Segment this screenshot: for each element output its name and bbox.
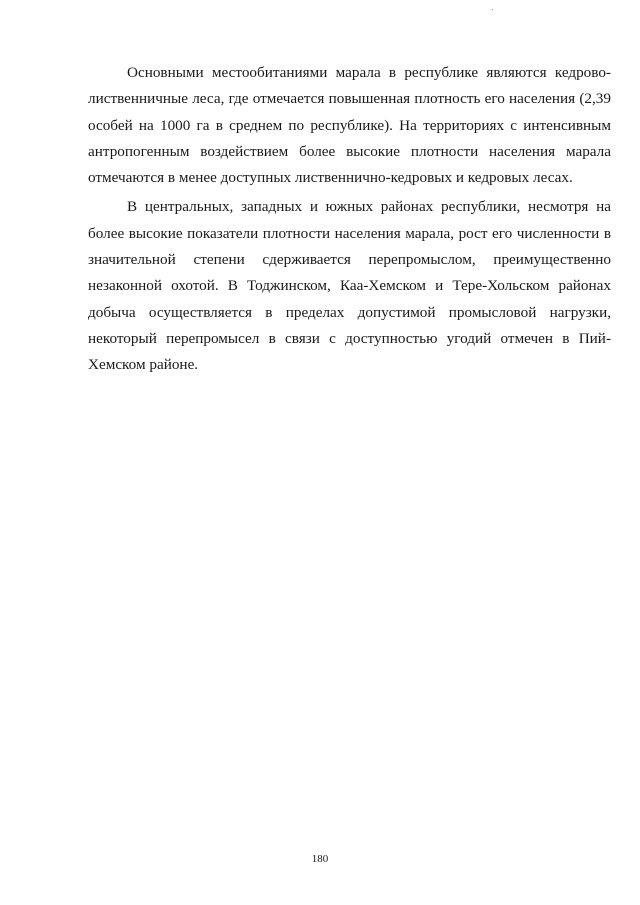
text-line: В центральных, западных и южных районах республики, несмотря на bbox=[127, 198, 611, 216]
text-line: лиственничные леса, где отмечается повышенная плотность его населения (2,39 bbox=[88, 90, 611, 108]
page-number: 180 bbox=[311, 853, 329, 865]
text-line: незаконной охотой. В Тоджинском, Каа-Хемском и Тере-Хольском районах bbox=[88, 277, 611, 295]
text-line: антропогенным воздействием более высокие плотности населения марала bbox=[88, 142, 611, 160]
paragraph-regions bbox=[88, 194, 611, 378]
text-line: более высокие показатели плотности населения марала, рост его численности в bbox=[88, 224, 611, 242]
text-line: отмечаются в менее доступных лиственнично-кедровых и кедровых лесах. bbox=[88, 169, 573, 187]
text-line: добыча осуществляется в пределах допустимой промысловой нагрузки, bbox=[88, 303, 611, 321]
text-line: Основными местообитаниями марала в республике являются кедрово- bbox=[127, 64, 611, 81]
scan-speck bbox=[492, 9, 493, 10]
paragraph-habitats bbox=[88, 60, 611, 191]
text-line: значительной степени сдерживается перепромыслом, преимущественно bbox=[88, 251, 611, 269]
text-line: особей на 1000 га в среднем по республике). На территориях с интенсивным bbox=[88, 116, 611, 134]
text-line: Хемском районе. bbox=[88, 356, 199, 374]
body-text bbox=[88, 60, 611, 379]
text-line: некоторый перепромысел в связи с доступностью угодий отмечен в Пий- bbox=[88, 329, 611, 347]
